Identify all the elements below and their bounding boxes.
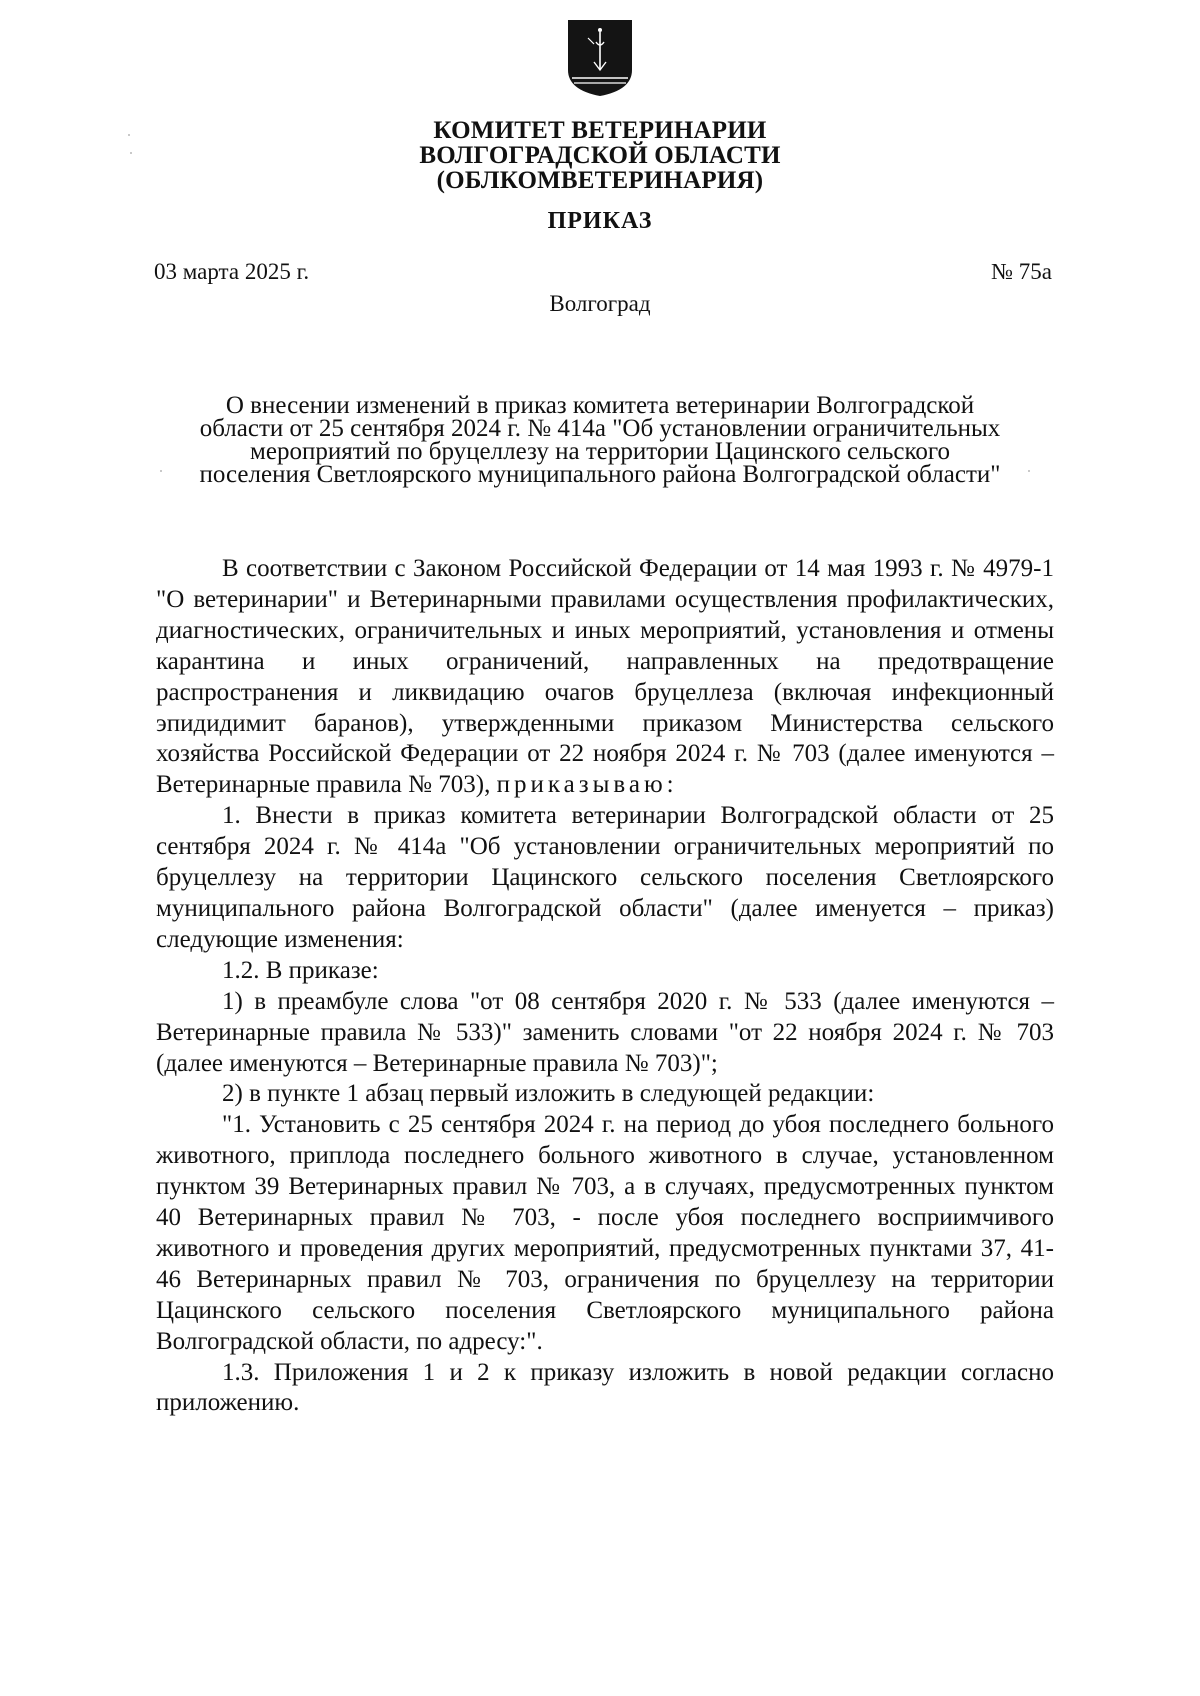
org-line-2: ВОЛГОГРАДСКОЙ ОБЛАСТИ <box>419 142 781 169</box>
order-word: приказываю: <box>496 771 678 799</box>
paragraph-subitem-1: 1) в преамбуле слова "от 08 сентября 2020 г. № 533 (далее именуются – Ветеринарные правила № 533)" заменить словами "от 22 ноября 2024 г. № 703 (далее именуются – Ветеринарные правила № 703)"; <box>156 987 1054 1077</box>
paragraph-quoted-item: "1. Установить с 25 сентября 2024 г. на период до убоя последнего больного животного, приплода последнего больного животного в случае, установленном пунктом 39 Ветеринарных правил № 703, а в случаях, предусмотренных пунктом 40 Ветеринарных правил № 703, - после убоя последнего восприимчивого животного и проведения других мероприятий, предусмотренных пунктами 37, 41-46 Ветеринарных правил № 703, ограничения по бруцеллезу на территории Цацинского сельского поселения Светлоярского муниципального района Волгоградской области, по адресу:". <box>156 1111 1054 1355</box>
document-city: Волгоград <box>549 291 651 316</box>
scan-speck <box>130 152 132 154</box>
document-date: 03 марта 2025 г. <box>154 259 310 284</box>
title-line-3: мероприятий по бруцеллезу на территории Цацинского сельского <box>250 438 950 465</box>
paragraph-subitem-2: 2) в пункте 1 абзац первый изложить в следующей редакции: <box>222 1080 875 1108</box>
paragraph-item-1: 1. Внести в приказ комитета ветеринарии Волгоградской области от 25 сентября 2024 г. № 414а "Об установлении ограничительных мероприятий по бруцеллезу на территории Цацинского сельского поселения Светлоярского муниципального района Волгоградской области" (далее именуется – приказ) следующие изменения: <box>156 802 1054 953</box>
document-body <box>156 554 1054 1419</box>
title-line-4: поселения Светлоярского муниципального района Волгоградской области" <box>199 461 1001 488</box>
scan-speck <box>160 470 162 472</box>
paragraph-item-1-3: 1.3. Приложения 1 и 2 к приказу изложить в новой редакции согласно приложению. <box>156 1358 1054 1417</box>
document-number: № 75а <box>991 259 1052 284</box>
preamble-text: В соответствии с Законом Российской Федерации от 14 мая 1993 г. № 4979-1 "О ветеринарии" и Ветеринарными правилами осуществления профилактических, диагностических, ограничительных и иных мероприятий, установления и отмены карантина и иных ограничений, направленных на предотвращение распространения и ликвидацию очагов бруцеллеза (включая инфекционный эпидидимит баранов), утвержденными приказом Министерства сельского хозяйства Российской Федерации от 22 ноября 2024 г. № 703 (далее именуются – Ветеринарные правила № 703), <box>156 555 1054 799</box>
title-line-2: области от 25 сентября 2024 г. № 414а "Об установлении ограничительных <box>199 415 1001 442</box>
document-type: ПРИКАЗ <box>547 208 653 234</box>
document-title <box>150 394 1050 486</box>
paragraph-preamble <box>156 554 1054 801</box>
scan-speck <box>128 134 130 136</box>
coat-of-arms-icon <box>566 18 634 98</box>
org-line-1: КОМИТЕТ ВЕТЕРИНАРИИ <box>433 117 767 144</box>
organization-name <box>0 118 1200 193</box>
scan-speck <box>1028 470 1030 472</box>
paragraph-item-1-2: 1.2. В приказе: <box>222 956 379 984</box>
title-line-1: О внесении изменений в приказ комитета ветеринарии Волгоградской <box>225 392 975 419</box>
org-line-3: (ОБЛКОМВЕТЕРИНАРИЯ) <box>436 167 764 194</box>
